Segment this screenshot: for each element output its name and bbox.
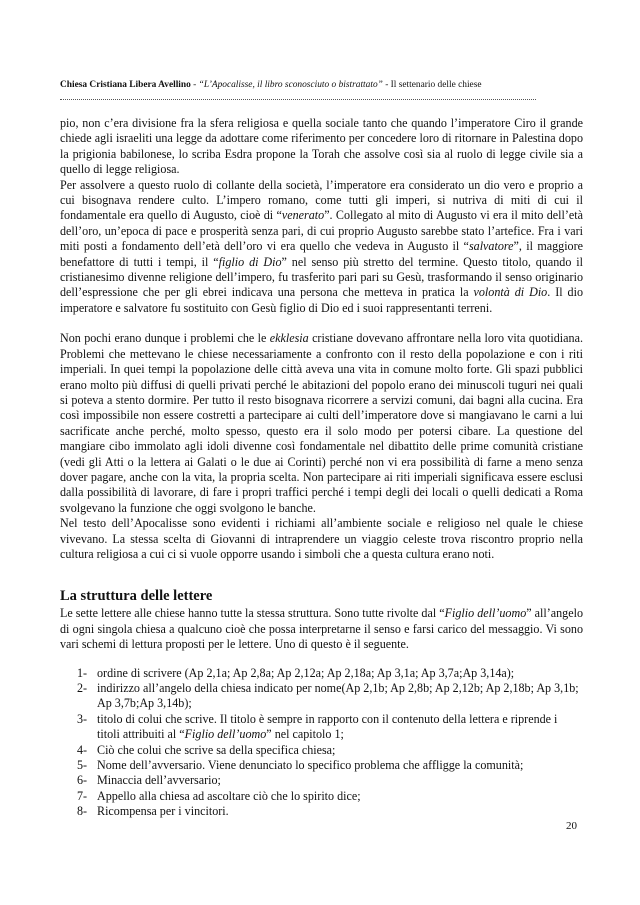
italic-text: volontà di Dio (473, 285, 548, 300)
italic-text: ekklesia (269, 331, 309, 346)
list-item-number: 6- (77, 773, 88, 788)
text-run: ordine di scrivere (Ap 2,1a; Ap 2,8a; Ap 2,12a; Ap 2,18a; Ap 3,1a; Ap 3,7a;Ap 3,14a); (97, 665, 515, 680)
text-run: Per assolvere a questo ruolo di collante della società, l’imperatore era considerato un dio vero e proprio a cui bisognava rendere culto. L’impero romano, come tutti gli imperi, si nutriva di miti di cui il fondamentale era quello di Augusto, cioè di “ (60, 177, 583, 223)
section-heading: La struttura delle lettere (60, 588, 213, 605)
text-run: cristiane dovevano affrontare nella loro vita quotidiana. Problemi che mettevano le chiese necessariamente a confronto con il resto della popolazione e con i riti imperiali. In quei tempi la popolazione delle città aveva una vita in comune molto forte. Gli spazi pubblici erano molto più diffusi di quelli privati perché le abitazioni del popolo erano dei minuscoli tuguri nei quali si poteva a stento dormire. Per tutto il resto bisognava ricorrere a servizi comuni, dai bagni alla cucina. Era così impossibile non essere costretti a partecipare ai culti dell’imperatore dove si mangiavano le carni a lui sacrificate anche perché, molto spesso, questo era il solo modo per potersi cibare. La questione del mangiare cibo immolato agli idoli divenne così fondamentale nel dibattito delle prime comunità cristiane (vedi gli Atti o la lettera ai Galati o le due ai Corinti) perché non vi era possibilità di farne a meno senza dover pagare, anche con la vita, la propria scelta. Non partecipare ai riti imperiali significava essere esclusi dalla possibilità di lavorare, di fare i propri traffici perché i tempi degli dei locali o quelli dedicati a Roma svolgevano la funzione che oggi svolgono le banche. (60, 331, 583, 515)
header-sep: - (382, 80, 391, 90)
italic-text: salvatore (468, 239, 514, 254)
paragraph (60, 116, 583, 178)
italic-text: figlio di Dio (218, 254, 282, 269)
text-run: Minaccia dell’avversario; (97, 773, 221, 788)
text-run: Appello alla chiesa ad ascoltare ciò che lo spirito dice; (97, 788, 361, 803)
body-text (60, 116, 583, 820)
letter-structure-list (60, 666, 583, 820)
list-item (60, 666, 583, 681)
paragraph (60, 516, 583, 562)
text-run: pio, non c’era divisione fra la sfera religiosa e quella sociale tanto che quando l’imperatore Ciro il grande chiede agli israeliti una legge da adottare come riferimento per concedere loro di ritornare in Palestina dopo la prigionia babilonese, lo scriba Esdra propone la Torah che assolve così sia al ruolo di legge civile sia a quello di legge religiosa. (60, 116, 583, 177)
paragraph (60, 331, 583, 516)
text-run: Non pochi erano dunque i problemi che le (60, 331, 270, 346)
text-run: Ciò che colui che scrive sa della specifica chiesa; (97, 742, 336, 757)
italic-text: venerato (281, 208, 325, 223)
list-item-number: 5- (77, 758, 88, 773)
list-item-number: 7- (77, 788, 88, 803)
paragraph (60, 606, 583, 652)
header-rule (60, 99, 536, 100)
italic-text: Figlio dell’uomo (444, 606, 527, 621)
list-item-number: 4- (77, 742, 88, 757)
list-item (60, 681, 583, 712)
text-run: . Il dio imperatore e salvatore fu sostituito con Gesù figlio di Dio ed i suoi rappresentanti terreni. (60, 285, 583, 315)
list-item (60, 758, 583, 773)
text-run: ”. Collegato al mito di Augusto vi era il mito dell’età dell’oro, un’epoca di pace e prosperità senza pari, di cui proprio Augusto sarebbe stato l’artefice. Fra i vari miti posti a fondamento dell’età dell’oro vi era quello che vedeva in Augusto il “ (60, 208, 583, 254)
list-item-number: 3- (77, 711, 88, 726)
text-run: ” all’angelo di ogni singola chiesa a qualcuno cioè che possa interpretarne il senso e farsi carico del messaggio. Vi sono vari schemi di lettura proposti per le lettere. Uno di questo è il seguente. (60, 606, 583, 652)
page-number: 20 (566, 820, 577, 832)
header-sep: - (190, 80, 199, 90)
list-item (60, 773, 583, 788)
text-run: Nome dell’avversario. Viene denunciato lo specifico problema che affligge la comunità; (97, 758, 524, 773)
text-run: indirizzo all’angelo della chiesa indicato per nome(Ap 2,1b; Ap 2,8b; Ap 2,12b; Ap 2,18b; Ap 3,1b; Ap 3,7b;Ap 3,14b); (97, 681, 579, 711)
header-org: Chiesa Cristiana Libera Avellino (60, 80, 191, 90)
running-header (60, 79, 580, 91)
italic-text: Figlio dell’uomo (184, 727, 267, 742)
list-item (60, 789, 583, 804)
text-run: ”, il maggiore benefattore di tutti i tempi, il “ (60, 239, 583, 269)
list-item (60, 743, 583, 758)
list-item-number: 8- (77, 804, 88, 819)
text-run: Le sette lettere alle chiese hanno tutte la stessa struttura. Sono tutte rivolte dal “ (60, 606, 445, 621)
paragraph (60, 178, 583, 317)
list-item-number: 2- (77, 681, 88, 695)
list-item (60, 804, 583, 819)
text-run: titolo di colui che scrive. Il titolo è sempre in rapporto con il contenuto della lettera e riprende i titoli attribuiti al “ (97, 711, 558, 742)
text-run: ” nel senso più stretto del termine. Questo titolo, quando il cristianesimo divenne religione dell’impero, fu trasferito pari pari su Gesù, trasformando il senso originario dell’espressione che per gli ebrei indicava una persona che metteva in pratica la (60, 254, 583, 300)
text-run: ” nel capitolo 1; (266, 727, 344, 742)
header-title: “L’Apocalisse, il libro sconosciuto o bistrattato” (198, 80, 383, 90)
text-run: Nel testo dell’Apocalisse sono evidenti i richiami all’ambiente sociale e religioso nel quale le chiese vivevano. La stessa scelta di Giovanni di intraprendere un viaggio celeste trova riscontro proprio nella cultura religiosa a cui ci si vuole opporre usando i simboli che a questa cultura erano noti. (60, 516, 583, 561)
header-section: Il settenario delle chiese (390, 80, 482, 90)
paragraph-gap (60, 316, 583, 331)
list-item-number: 1- (77, 665, 88, 680)
list-item (60, 712, 583, 743)
text-run: Ricompensa per i vincitori. (97, 804, 229, 819)
